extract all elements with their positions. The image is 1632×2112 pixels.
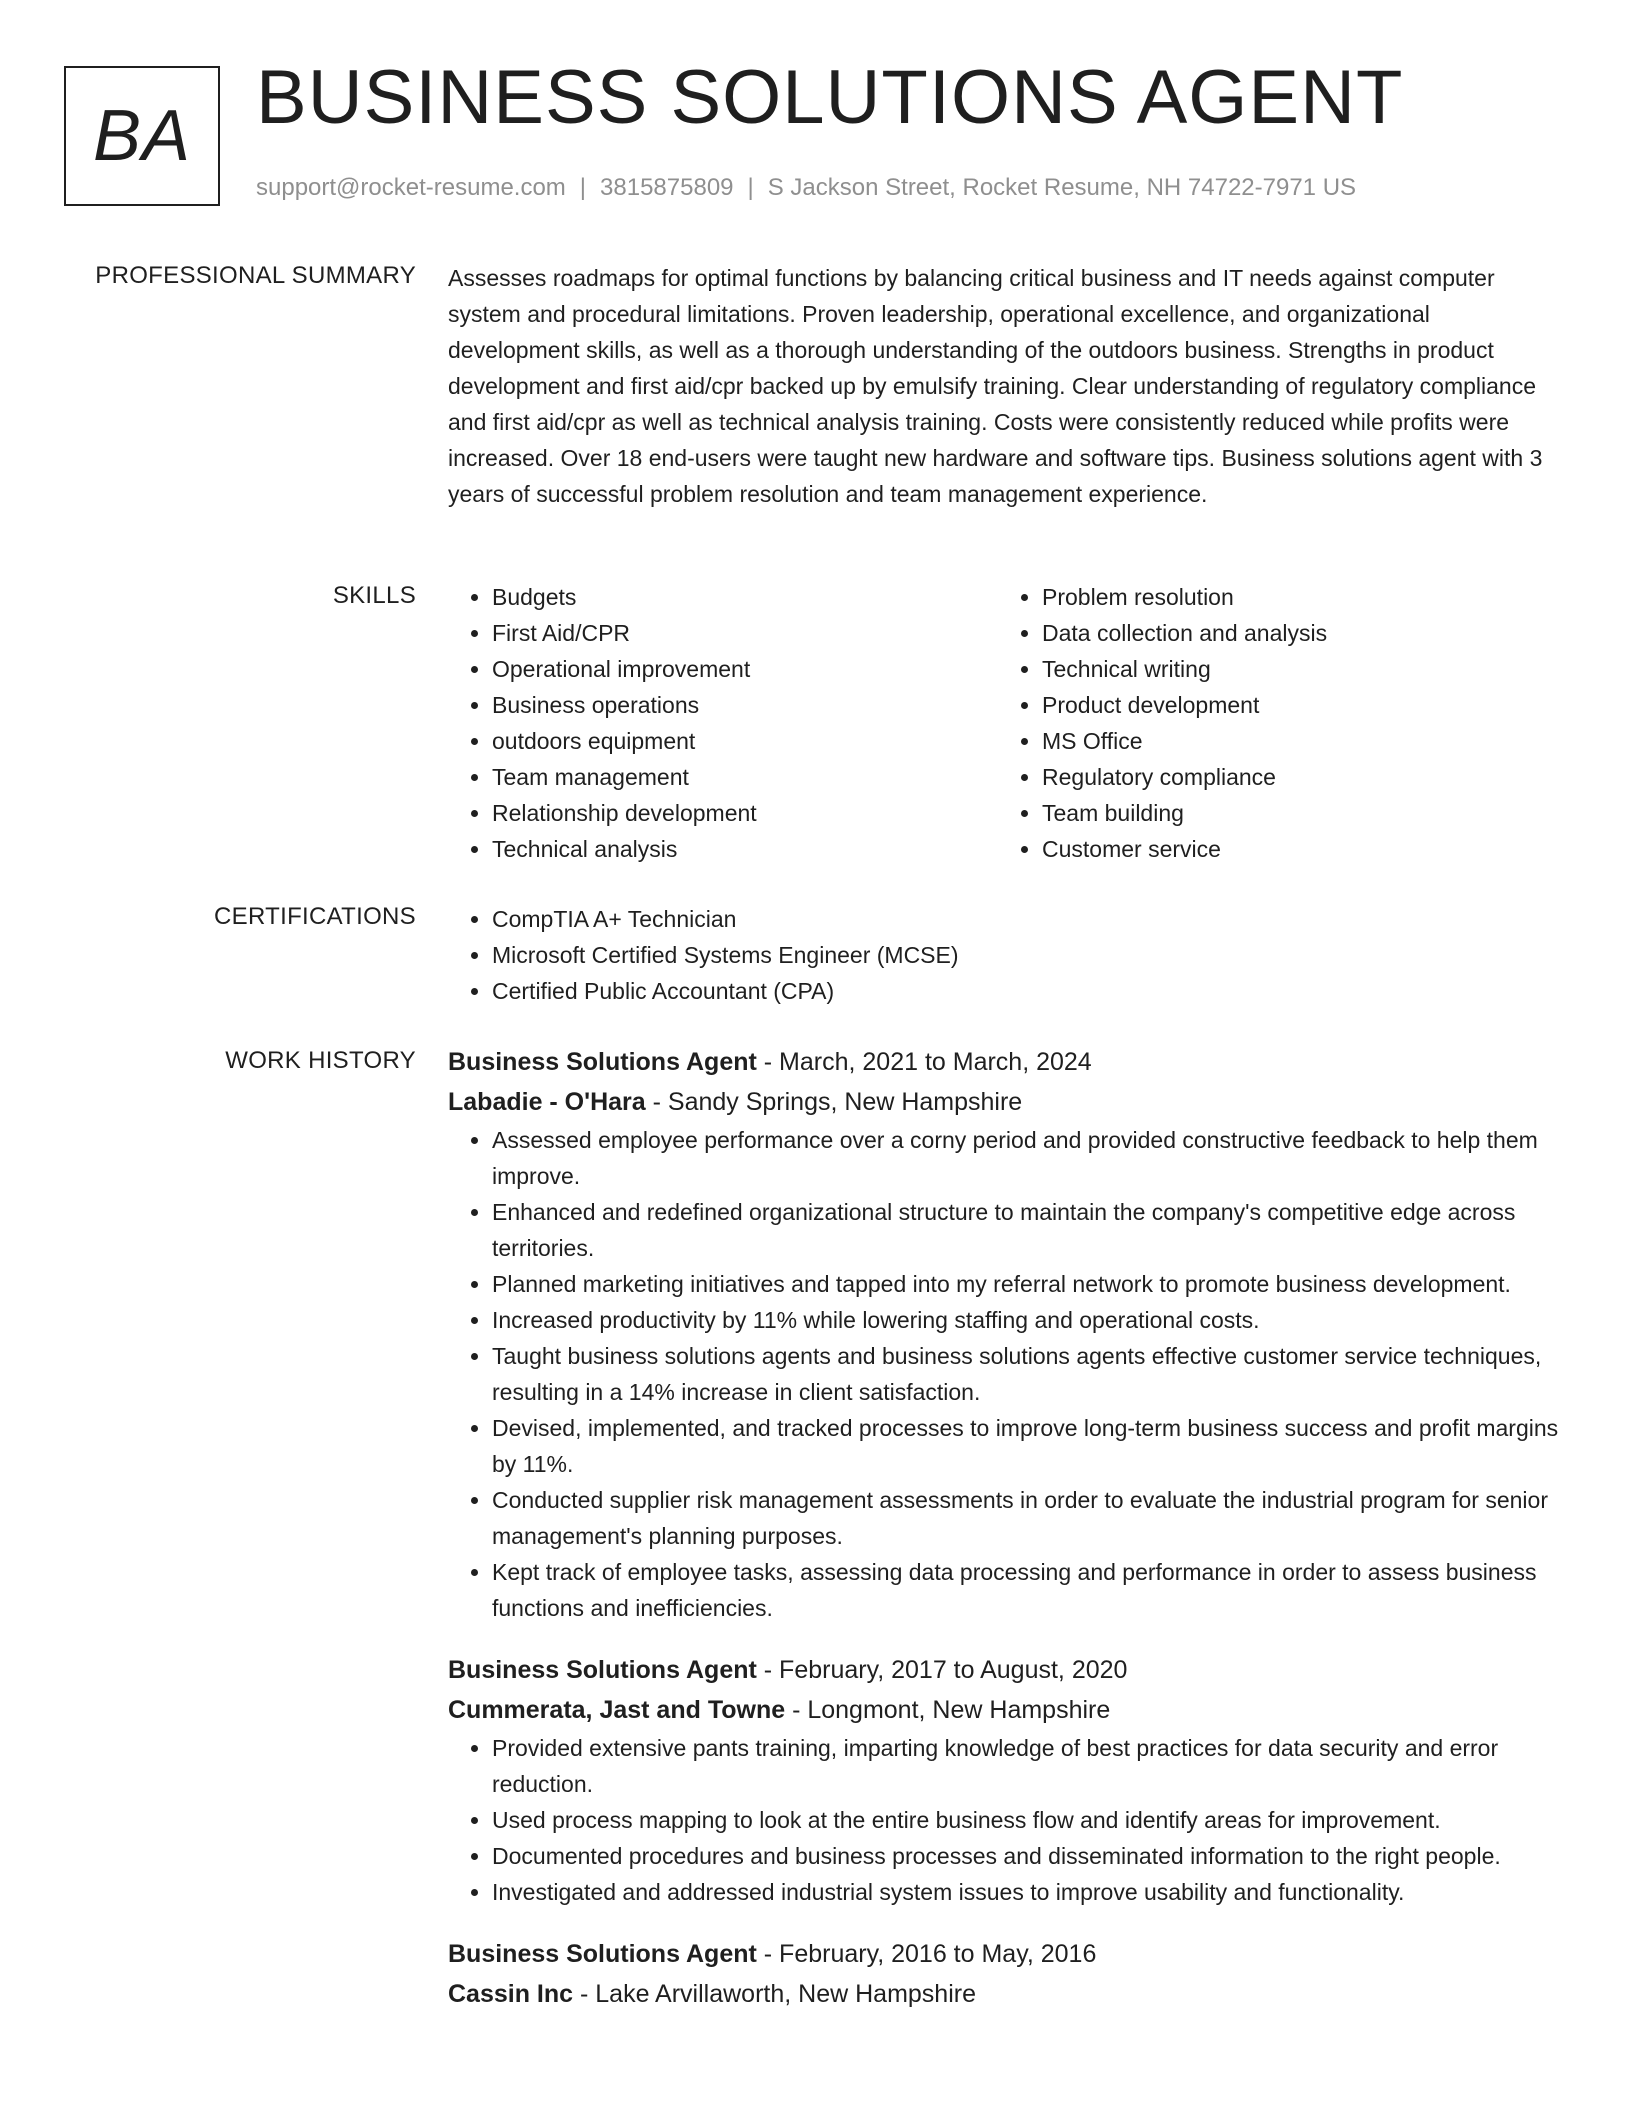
job-entry xyxy=(448,1934,1564,2014)
email-text: support@rocket-resume.com xyxy=(256,174,566,201)
certification-item: • Certified Public Accountant (CPA) xyxy=(492,973,1564,1009)
work-history-section xyxy=(448,1042,1564,2038)
job-dates: - March, 2021 to March, 2024 xyxy=(756,1048,1092,1076)
skill-item: • Business operations xyxy=(492,687,998,723)
job-duty-item: • Increased productivity by 11% while lowering staffing and operational costs. xyxy=(492,1302,1564,1338)
skill-item: • Technical writing xyxy=(1042,651,1548,687)
skill-item: • Team management xyxy=(492,759,998,795)
candidate-name: BUSINESS SOLUTIONS AGENT xyxy=(256,55,1404,140)
job-company: Cummerata, Jast and Towne xyxy=(448,1696,786,1724)
summary-text: Assesses roadmaps for optimal functions by balancing critical business and IT needs against computer system and procedural limitations. Proven leadership, operational excellence, and organizational development skills, as well as a thorough understanding of the outdoors business. Strengths in product development and first aid/cpr backed up by emulsify training. Clear understanding of regulatory compliance and first aid/cpr as well as technical analysis training. Costs were consistently reduced while profits were increased. Over 18 end-users were taught new hardware and software tips. Business solutions agent with 3 years of successful problem resolution and team management experience. xyxy=(448,265,1543,507)
certifications-section xyxy=(448,901,1564,1009)
job-duty-item: • Conducted supplier risk management assessments in order to evaluate the industrial program for senior management's planning purposes. xyxy=(492,1482,1564,1554)
skills-list-left xyxy=(448,579,998,867)
job-company: Labadie - O'Hara xyxy=(448,1088,646,1116)
job-duty-item: • Enhanced and redefined organizational structure to maintain the company's competitive edge across territories. xyxy=(492,1194,1564,1266)
job-title-line xyxy=(448,1934,1564,1974)
job-duty-item: • Devised, implemented, and tracked processes to improve long-term business success and profit margins by 11%. xyxy=(492,1410,1564,1482)
job-location: - Lake Arvillaworth, New Hampshire xyxy=(573,1980,976,2008)
job-entry xyxy=(448,1042,1564,1626)
separator: | xyxy=(747,174,754,201)
job-duties-list xyxy=(448,1122,1564,1626)
address-text: S Jackson Street, Rocket Resume, NH 74722-7971 US xyxy=(767,174,1357,201)
job-duty-item: • Kept track of employee tasks, assessing data processing and performance in order to assess business functions and inefficiencies. xyxy=(492,1554,1564,1626)
certifications-list xyxy=(448,901,1564,1009)
work-history-heading: WORK HISTORY xyxy=(225,1047,416,1074)
skill-item: • Problem resolution xyxy=(1042,579,1548,615)
job-company-line xyxy=(448,1690,1564,1730)
certification-item: • CompTIA A+ Technician xyxy=(492,901,1564,937)
job-duty-item: • Provided extensive pants training, imparting knowledge of best practices for data security and error reduction. xyxy=(492,1730,1564,1802)
skill-item: • Budgets xyxy=(492,579,998,615)
skill-item: • Data collection and analysis xyxy=(1042,615,1548,651)
skill-item: • First Aid/CPR xyxy=(492,615,998,651)
summary-heading: PROFESSIONAL SUMMARY xyxy=(95,262,416,289)
skill-item: • MS Office xyxy=(1042,723,1548,759)
skills-list-right xyxy=(998,579,1548,867)
job-title: Business Solutions Agent xyxy=(448,1940,757,1968)
job-company: Cassin Inc xyxy=(448,1980,574,2008)
skill-item: • outdoors equipment xyxy=(492,723,998,759)
contact-line xyxy=(256,174,1356,202)
job-duty-item: • Documented procedures and business processes and disseminated information to the right people. xyxy=(492,1838,1564,1874)
job-duty-item: • Assessed employee performance over a corny period and provided constructive feedback to help them improve. xyxy=(492,1122,1564,1194)
skills-heading: SKILLS xyxy=(332,582,416,609)
job-duty-item: • Used process mapping to look at the entire business flow and identify areas for improvement. xyxy=(492,1802,1564,1838)
job-company-line xyxy=(448,1974,1564,2014)
skill-item: • Relationship development xyxy=(492,795,998,831)
job-title-line xyxy=(448,1042,1564,1082)
job-dates: - February, 2016 to May, 2016 xyxy=(756,1940,1097,1968)
job-location: - Sandy Springs, New Hampshire xyxy=(645,1088,1023,1116)
job-duty-item: • Taught business solutions agents and business solutions agents effective customer service techniques, resulting in a 14% increase in client satisfaction. xyxy=(492,1338,1564,1410)
skill-item: • Technical analysis xyxy=(492,831,998,867)
job-title: Business Solutions Agent xyxy=(448,1656,757,1684)
job-title-line xyxy=(448,1650,1564,1690)
skill-item: • Customer service xyxy=(1042,831,1548,867)
certification-item: • Microsoft Certified Systems Engineer (MCSE) xyxy=(492,937,1564,973)
summary-section xyxy=(448,260,1564,512)
skill-item: • Regulatory compliance xyxy=(1042,759,1548,795)
initials-monogram: BA xyxy=(64,66,220,206)
job-location: - Longmont, New Hampshire xyxy=(785,1696,1111,1724)
skill-item: • Operational improvement xyxy=(492,651,998,687)
job-duty-item: • Investigated and addressed industrial system issues to improve usability and functionality. xyxy=(492,1874,1564,1910)
separator: | xyxy=(579,174,587,201)
skills-section xyxy=(448,579,1564,867)
job-company-line xyxy=(448,1082,1564,1122)
job-dates: - February, 2017 to August, 2020 xyxy=(756,1656,1128,1684)
skill-item: • Product development xyxy=(1042,687,1548,723)
job-duty-item: • Planned marketing initiatives and tapped into my referral network to promote business development. xyxy=(492,1266,1564,1302)
job-entry xyxy=(448,1650,1564,1910)
phone-text: 3815875809 xyxy=(600,174,734,201)
job-duties-list xyxy=(448,1730,1564,1910)
job-title: Business Solutions Agent xyxy=(448,1048,757,1076)
certifications-heading: CERTIFICATIONS xyxy=(214,903,416,930)
skill-item: • Team building xyxy=(1042,795,1548,831)
